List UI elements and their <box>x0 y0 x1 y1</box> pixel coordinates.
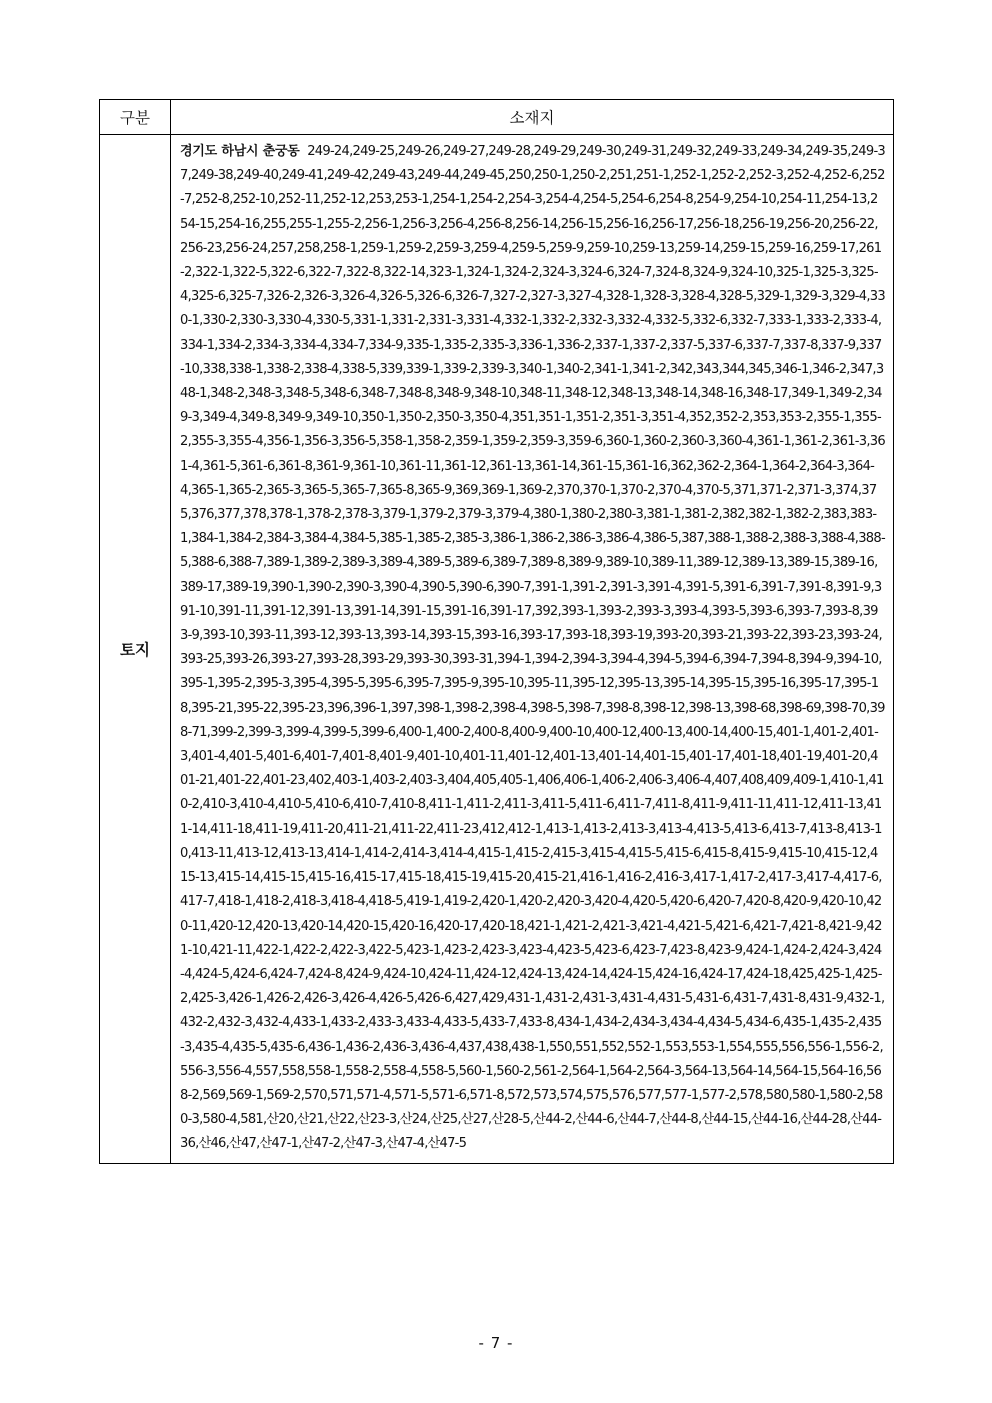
page-number: - 7 - <box>478 1334 514 1352</box>
region-name: 경기도 하남시 춘궁동 <box>180 144 300 159</box>
header-location: 소재지 <box>171 100 894 135</box>
lot-numbers: 249-24,249-25,249-26,249-27,249-28,249-29,249-30,249-31,249-32,249-33,249-34,249-35,249-37,249-38,249-40,249-41,249-42,249-43,249-44,249-45,250,250-1,250-2,251,251-1,252-1,252-2,252-3,252-4,252-6,252-7,252-8,252-10,252-11,252-12,253,253-1,254-1,254-2,254-3,254-4,254-5,254-6,254-8,254-9,254-10,254-11,254-13,254-15,254-16,255,255-1,255-2,256-1,256-3,256-4,256-8,256-14,256-15,256-16,256-17,256-18,256-19,256-20,256-22,256-23,256-24,257,258,258-1,259-1,259-2,259-3,259-4,259-5,259-9,259-10,259-13,259-14,259-15,259-16,259-17,261-2,322-1,322-5,322-6,322-7,322-8,322-14,323-1,324-1,324-2,324-3,324-6,324-7,324-8,324-9,324-10,325-1,325-3,325-4,325-6,325-7,326-2,326-3,326-4,326-5,326-6,326-7,327-2,327-3,327-4,328-1,328-3,328-4,328-5,329-1,329-3,329-4,330-1,330-2,330-3,330-4,330-5,331-1,331-2,331-3,331-4,332-1,332-2,332-3,332-4,332-5,332-6,332-7,333-1,333-2,333-4,334-1,334-2,334-3,334-4,334-7,334-9,335-1,335-2,335-3,336-1,336-2,337-1,337-2,337-5,337-6,337-7,337-8,337-9,337-10,338,338-1,338-2,338-4,338-5,339,339-1,339-2,339-3,340-1,340-2,341-1,341-2,342,343,344,345,346-1,346-2,347,348-1,348-2,348-3,348-5,348-6,348-7,348-8,348-9,348-10,348-11,348-12,348-13,348-14,348-16,348-17,349-1,349-2,349-3,349-4,349-8,349-9,349-10,350-1,350-2,350-3,350-4,351,351-1,351-2,351-3,351-4,352,352-2,353,353-2,355-1,355-2,355-3,355-4,356-1,356-3,356-5,358-1,358-2,359-1,359-2,359-3,359-6,360-1,360-2,360-3,360-4,361-1,361-2,361-3,361-4,361-5,361-6,361-8,361-9,361-10,361-11,361-12,361-13,361-14,361-15,361-16,362,362-2,364-1,364-2,364-3,364-4,365-1,365-2,365-3,365-5,365-7,365-8,365-9,369,369-1,369-2,370,370-1,370-2,370-4,370-5,371,371-2,371-3,374,375,376,377,378,378-1,378-2,378-3,379-1,379-2,379-3,379-4,380-1,380-2,380-3,381-1,381-2,382,382-1,382-2,383,383-1,384-1,384-2,384-3,384-4,384-5,385-1,385-2,385-3,386-1,386-2,386-3,386-4,386-5,387,388-1,388-2,388-3,388-4,388-5,388-6,388-7,389-1,389-2,389-3,389-4,389-5,389-6,389-7,389-8,389-9,389-10,389-11,389-12,389-13,389-15,389-16,389-17,389-19,390-1,390-2,390-3,390-4,390-5,390-6,390-7,391-1,391-2,391-3,391-4,391-5,391-6,391-7,391-8,391-9,391-10,391-11,391-12,391-13,391-14,391-15,391-16,391-17,392,393-1,393-2,393-3,393-4,393-5,393-6,393-7,393-8,393-9,393-10,393-11,393-12,393-13,393-14,393-15,393-16,393-17,393-18,393-19,393-20,393-21,393-22,393-23,393-24,393-25,393-26,393-27,393-28,393-29,393-30,393-31,394-1,394-2,394-3,394-4,394-5,394-6,394-7,394-8,394-9,394-10,395-1,395-2,395-3,395-4,395-5,395-6,395-7,395-9,395-10,395-11,395-12,395-13,395-14,395-15,395-16,395-17,395-18,395-21,395-22,395-23,396,396-1,397,398-1,398-2,398-4,398-5,398-7,398-8,398-12,398-13,398-68,398-69,398-70,398-71,399-2,399-3,399-4,399-5,399-6,400-1,400-2,400-8,400-9,400-10,400-12,400-13,400-14,400-15,401-1,401-2,401-3,401-4,401-5,401-6,401-7,401-8,401-9,401-10,401-11,401-12,401-13,401-14,401-15,401-17,401-18,401-19,401-20,401-21,401-22,401-23,402,403-1,403-2,403-3,404,405,405-1,406,406-1,406-2,406-3,406-4,407,408,409,409-1,410-1,410-2,410-3,410-4,410-5,410-6,410-7,410-8,411-1,411-2,411-3,411-5,411-6,411-7,411-8,411-9,411-11,411-12,411-13,411-14,411-18,411-19,411-20,411-21,411-22,411-23,412,412-1,413-1,413-2,413-3,413-4,413-5,413-6,413-7,413-8,413-10,413-11,413-12,413-13,414-1,414-2,414-3,414-4,415-1,415-2,415-3,415-4,415-5,415-6,415-8,415-9,415-10,415-12,415-13,415-14,415-15,415-16,415-17,415-18,415-19,415-20,415-21,416-1,416-2,416-3,417-1,417-2,417-3,417-4,417-6,417-7,418-1,418-2,418-3,418-4,418-5,419-1,419-2,420-1,420-2,420-3,420-4,420-5,420-6,420-7,420-8,420-9,420-10,420-11,420-12,420-13,420-14,420-15,420-16,420-17,420-18,421-1,421-2,421-3,421-4,421-5,421-6,421-7,421-8,421-9,421-10,421-11,422-1,422-2,422-3,422-5,423-1,423-2,423-3,423-4,423-5,423-6,423-7,423-8,423-9,424-1,424-2,424-3,424-4,424-5,424-6,424-7,424-8,424-9,424-10,424-11,424-12,424-13,424-14,424-15,424-16,424-17,424-18,425,425-1,425-2,425-3,426-1,426-2,426-3,426-4,426-5,426-6,427,429,431-1,431-2,431-3,431-4,431-5,431-6,431-7,431-8,431-9,432-1,432-2,432-3,432-4,433-1,433-2,433-3,433-4,433-5,433-7,433-8,434-1,434-2,434-3,434-4,434-5,434-6,435-1,435-2,435-3,435-4,435-5,435-6,436-1,436-2,436-3,436-4,437,438,438-1,550,551,552,552-1,553,553-1,554,555,556,556-1,556-2,556-3,556-4,557,558,558-1,558-2,558-4,558-5,560-1,560-2,561-2,564-1,564-2,564-3,564-13,564-14,564-15,564-16,568-2,569,569-1,569-2,570,571,571-4,571-5,571-6,571-8,572,573,574,575,576,577,577-1,577-2,578,580,580-1,580-2,580-3,580-4,581,산20,산21,산22,산23-3,산24,산25,산27,산28-5,산44-2,산44-6,산44-7,산44-8,산44-15,산44-16,산44-28,산44-36,산46,산47,산47-1,산47-2,산47-3,산47-4,산47-5 <box>180 144 885 1152</box>
table-header-row <box>100 100 894 135</box>
land-location-table <box>99 99 894 1164</box>
row-type-cell: 토지 <box>100 135 171 1164</box>
header-type: 구분 <box>100 100 171 135</box>
table-row <box>100 135 894 1164</box>
row-location-cell <box>171 135 894 1164</box>
